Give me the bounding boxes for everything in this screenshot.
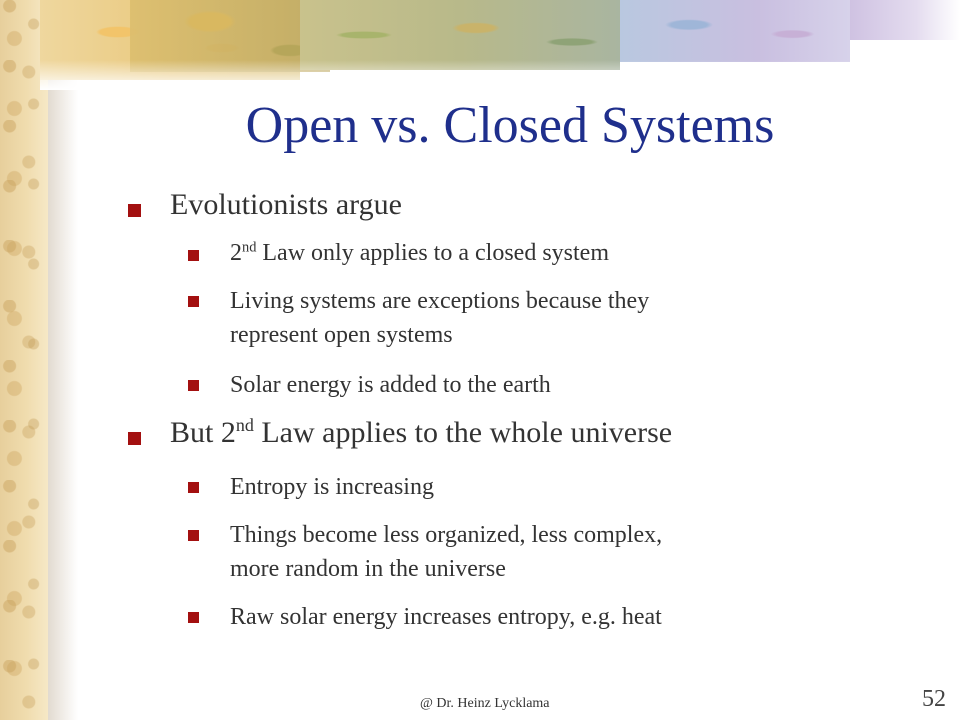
sub-bullet-marker [188, 530, 199, 541]
bullet-marker [128, 432, 141, 445]
sub-bullet-solar-energy: Solar energy is added to the earth [230, 372, 551, 398]
footer-author: @ Dr. Heinz Lycklama [420, 696, 550, 711]
text: Law only applies to a closed system [256, 240, 609, 266]
sub-bullet-marker [188, 482, 199, 493]
bullet-item-evolutionists: Evolutionists argue [170, 188, 402, 221]
bullet-item-second-law-universe [170, 416, 672, 450]
superscript: nd [235, 415, 254, 436]
sub-bullet-marker [188, 612, 199, 623]
sub-bullet-marker [188, 296, 199, 307]
sub-bullet-marker [188, 380, 199, 391]
sub-bullet-living-systems [230, 284, 830, 352]
text-line-2: more random in the universe [230, 556, 506, 582]
superscript: nd [242, 239, 257, 256]
slide-title: Open vs. Closed Systems [245, 97, 775, 154]
text-line-1: Things become less organized, less complex, [230, 522, 663, 548]
text: 2 [230, 240, 242, 266]
text: Law applies to the whole universe [253, 416, 673, 449]
sub-bullet-less-organized [230, 518, 830, 586]
bullet-marker [128, 204, 141, 217]
sub-bullet-marker [188, 250, 199, 261]
sub-bullet-entropy: Entropy is increasing [230, 474, 434, 500]
page-number: 52 [922, 686, 946, 712]
sub-bullet-raw-solar: Raw solar energy increases entropy, e.g. heat [230, 604, 662, 630]
text-line-2: represent open systems [230, 322, 453, 348]
sub-bullet-second-law-closed [230, 236, 830, 270]
text-line-1: Living systems are exceptions because they [230, 288, 650, 314]
text: But 2 [170, 416, 236, 449]
